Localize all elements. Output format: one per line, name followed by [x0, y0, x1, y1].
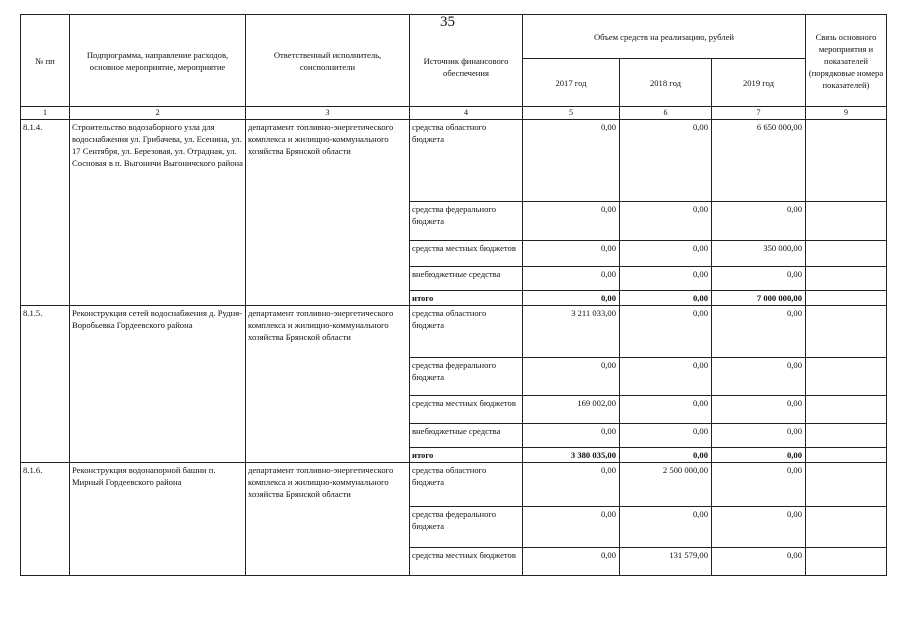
amount-cell: 0,00 — [523, 424, 620, 448]
amount-cell: 0,00 — [523, 267, 620, 291]
col-number: 9 — [806, 107, 887, 120]
col-number: 4 — [410, 107, 523, 120]
amount-cell: 350 000,00 — [712, 241, 806, 267]
amount-cell: 0,00 — [620, 396, 712, 424]
item-name: Реконструкция водонапорной башни п. Мирный Гордеевского района — [70, 463, 246, 576]
amount-cell: 0,00 — [620, 507, 712, 548]
header-source: Источник финансового обеспечения — [410, 15, 523, 107]
amount-cell: 0,00 — [620, 358, 712, 396]
item-name: Строительство водозаборного узла для водоснабжения ул. Грибачева, ул. Есенина, ул. 17 Сентября, ул. Березовая, ул. Отрадная, ул. Сосновая в п. Выгоничи Выгоничского района — [70, 120, 246, 306]
amount-cell: 169 002,00 — [523, 396, 620, 424]
amount-cell: 0,00 — [712, 358, 806, 396]
funding-source: средства федерального бюджета — [410, 358, 523, 396]
indicator-link-cell — [806, 358, 887, 396]
funding-source: средства федерального бюджета — [410, 202, 523, 241]
amount-cell: 0,00 — [620, 120, 712, 202]
item-number: 8.1.5. — [21, 306, 70, 463]
header-responsible: Ответственный исполнитель, соисполнители — [246, 15, 410, 107]
indicator-link-cell — [806, 241, 887, 267]
item-number: 8.1.6. — [21, 463, 70, 576]
header-volume: Объем средств на реализацию, рублей — [523, 15, 806, 59]
amount-cell: 6 650 000,00 — [712, 120, 806, 202]
amount-cell: 2 500 000,00 — [620, 463, 712, 507]
col-number: 5 — [523, 107, 620, 120]
amount-cell: 131 579,00 — [620, 548, 712, 576]
amount-cell: 0,00 — [712, 507, 806, 548]
col-number: 6 — [620, 107, 712, 120]
header-link: Связь основного мероприятия и показателей (порядковые номера показателей) — [806, 15, 887, 107]
amount-cell: 0,00 — [523, 241, 620, 267]
indicator-link-cell — [806, 507, 887, 548]
indicator-link-cell — [806, 548, 887, 576]
funding-source: средства федерального бюджета — [410, 507, 523, 548]
item-number: 8.1.4. — [21, 120, 70, 306]
funding-source: средства местных бюджетов — [410, 396, 523, 424]
col-number: 7 — [712, 107, 806, 120]
amount-cell: 0,00 — [523, 291, 620, 306]
header-year-2018: 2018 год — [620, 59, 712, 107]
amount-cell: 0,00 — [620, 241, 712, 267]
col-number: 3 — [246, 107, 410, 120]
amount-cell: 0,00 — [523, 358, 620, 396]
amount-cell: 0,00 — [712, 202, 806, 241]
indicator-link-cell — [806, 120, 887, 202]
amount-cell: 0,00 — [620, 306, 712, 358]
item-responsible: департамент топливно-энергетического комплекса и жилищно-коммунального хозяйства Брянской области — [246, 306, 410, 463]
amount-cell: 3 211 033,00 — [523, 306, 620, 358]
amount-cell: 0,00 — [620, 291, 712, 306]
budget-table — [20, 14, 887, 576]
amount-cell: 0,00 — [712, 463, 806, 507]
indicator-link-cell — [806, 448, 887, 463]
indicator-link-cell — [806, 463, 887, 507]
table-row — [21, 306, 887, 358]
amount-cell: 0,00 — [712, 448, 806, 463]
col-number: 1 — [21, 107, 70, 120]
amount-cell: 0,00 — [620, 424, 712, 448]
amount-cell: 0,00 — [523, 507, 620, 548]
indicator-link-cell — [806, 291, 887, 306]
funding-source: средства местных бюджетов — [410, 548, 523, 576]
header-num: № пп — [21, 15, 70, 107]
amount-cell: 0,00 — [523, 202, 620, 241]
indicator-link-cell — [806, 396, 887, 424]
funding-source: итого — [410, 291, 523, 306]
amount-cell: 0,00 — [712, 424, 806, 448]
amount-cell: 0,00 — [523, 120, 620, 202]
amount-cell: 3 380 035,00 — [523, 448, 620, 463]
amount-cell: 0,00 — [620, 267, 712, 291]
indicator-link-cell — [806, 267, 887, 291]
funding-source: средства местных бюджетов — [410, 241, 523, 267]
amount-cell: 7 000 000,00 — [712, 291, 806, 306]
amount-cell: 0,00 — [712, 306, 806, 358]
amount-cell: 0,00 — [620, 448, 712, 463]
indicator-link-cell — [806, 306, 887, 358]
table-row — [21, 120, 887, 202]
header-year-2017: 2017 год — [523, 59, 620, 107]
funding-source: средства областного бюджета — [410, 463, 523, 507]
item-responsible: департамент топливно-энергетического комплекса и жилищно-коммунального хозяйства Брянской области — [246, 463, 410, 576]
item-name: Реконструкция сетей водоснабжения д. Рудня-Воробьевка Гордеевского района — [70, 306, 246, 463]
amount-cell: 0,00 — [712, 548, 806, 576]
funding-source: итого — [410, 448, 523, 463]
table-row — [21, 463, 887, 507]
funding-source: средства областного бюджета — [410, 120, 523, 202]
indicator-link-cell — [806, 202, 887, 241]
amount-cell: 0,00 — [712, 267, 806, 291]
amount-cell: 0,00 — [523, 463, 620, 507]
funding-source: средства областного бюджета — [410, 306, 523, 358]
amount-cell: 0,00 — [620, 202, 712, 241]
indicator-link-cell — [806, 424, 887, 448]
amount-cell: 0,00 — [523, 548, 620, 576]
col-number: 2 — [70, 107, 246, 120]
header-year-2019: 2019 год — [712, 59, 806, 107]
header-program: Подпрограмма, направление расходов, основное мероприятие, мероприятие — [70, 15, 246, 107]
funding-source: внебюджетные средства — [410, 267, 523, 291]
amount-cell: 0,00 — [712, 396, 806, 424]
funding-source: внебюджетные средства — [410, 424, 523, 448]
item-responsible: департамент топливно-энергетического комплекса и жилищно-коммунального хозяйства Брянской области — [246, 120, 410, 306]
page-number: 35 — [440, 14, 455, 30]
